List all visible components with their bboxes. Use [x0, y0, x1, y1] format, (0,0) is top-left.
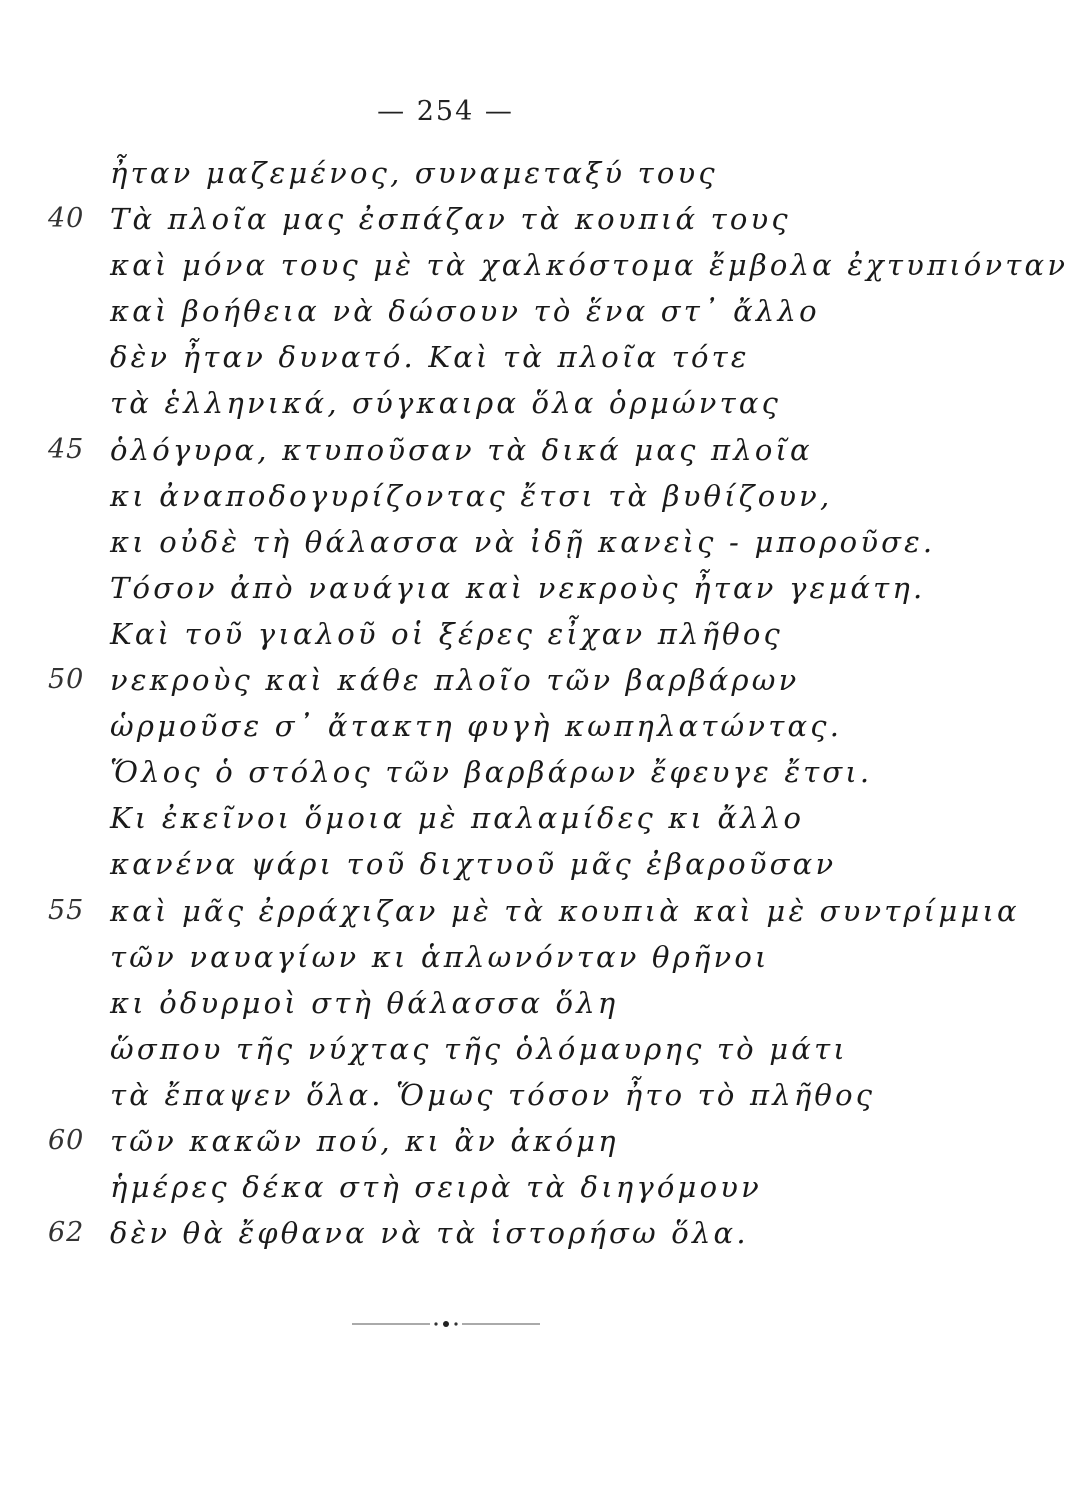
- line-number: 55: [48, 894, 85, 926]
- verse-line: [0, 888, 1020, 934]
- verse-line-text: τὰ ἑλληνικά, σύγκαιρα ὅλα ὁρμώντας: [110, 386, 782, 421]
- verse-line-text: καὶ μᾶς ἐρράχιζαν μὲ τὰ κουπιὰ καὶ μὲ συντρίμμια: [110, 893, 1020, 928]
- line-number: 45: [48, 433, 85, 465]
- verse-line: [0, 841, 891, 887]
- verse-line: [0, 1164, 891, 1210]
- verse-line-text: καὶ μόνα τους μὲ τὰ χαλκόστομα ἔμβολα ἐχτυπιόνταν: [110, 248, 1068, 283]
- verse-line-text: ἡμέρες δέκα στὴ σειρὰ τὰ διηγόμουν: [110, 1170, 762, 1205]
- verse-line: [0, 334, 891, 380]
- verse-line-text: τὰ ἔπαψεν ὅλα. Ὅμως τόσον ἦτο τὸ πλῆθος: [110, 1077, 876, 1112]
- verse-line: [0, 288, 891, 334]
- verse-line-text: ἦταν μαζεμένος, συναμεταξύ τους: [110, 156, 718, 190]
- line-number: 62: [48, 1217, 85, 1249]
- verse-line: [0, 795, 891, 841]
- verse-line: [0, 1210, 891, 1256]
- verse-line-text: νεκροὺς καὶ κάθε πλοῖο τῶν βαρβάρων: [110, 663, 800, 698]
- verse-line: [0, 242, 1068, 288]
- page-number: — 254 —: [377, 96, 514, 127]
- verse-line-text: τῶν ναυαγίων κι ἁπλωνόνταν θρῆνοι: [110, 939, 770, 974]
- verse-line: [0, 150, 891, 196]
- verse-line: [0, 565, 926, 611]
- verse-line: [0, 657, 891, 703]
- verse-line-text: κι ἀναποδογυρίζοντας ἔτσι τὰ βυθίζουν,: [110, 478, 833, 513]
- verse-line: [0, 427, 891, 473]
- verse-line: [0, 611, 891, 657]
- verse-line-text: ὁλόγυρα, κτυποῦσαν τὰ δικά μας πλοῖα: [110, 432, 813, 467]
- verse-line-text: Ὅλος ὁ στόλος τῶν βαρβάρων ἔφευγε ἔτσι.: [110, 755, 873, 790]
- verse-line: [0, 519, 936, 565]
- verse-line: [0, 703, 891, 749]
- line-number: 50: [48, 664, 85, 696]
- verse-line-text: ὥσπου τῆς νύχτας τῆς ὁλόμαυρης τὸ μάτι: [110, 1031, 848, 1066]
- line-number: 60: [48, 1124, 85, 1156]
- verse-line-text: κανένα ψάρι τοῦ διχτυοῦ μᾶς ἐβαροῦσαν: [110, 847, 837, 882]
- poem-verse: [0, 150, 1068, 1256]
- verse-line-text: Τόσον ἀπὸ ναυάγια καὶ νεκροὺς ἦταν γεμάτη.: [110, 570, 926, 605]
- verse-line: [0, 380, 891, 426]
- verse-line-text: καὶ βοήθεια νὰ δώσουν τὸ ἕνα στ᾽ ἄλλο: [110, 294, 820, 329]
- verse-line-text: κι οὐδὲ τὴ θάλασσα νὰ ἰδῇ κανεὶς - μποροῦσε.: [110, 524, 936, 559]
- verse-line: [0, 934, 891, 980]
- verse-line: [0, 980, 891, 1026]
- verse-line: [0, 473, 891, 519]
- verse-line: [0, 749, 891, 795]
- verse-line-text: δὲν θὰ ἔφθανα νὰ τὰ ἱστορήσω ὅλα.: [110, 1216, 749, 1251]
- verse-line: [0, 196, 891, 242]
- verse-line: [0, 1072, 891, 1118]
- line-number: 40: [48, 203, 85, 235]
- verse-line: [0, 1118, 891, 1164]
- verse-line: [0, 1026, 891, 1072]
- verse-line-text: Καὶ τοῦ γιαλοῦ οἱ ξέρες εἶχαν πλῆθος: [110, 616, 783, 651]
- verse-line-text: ὡρμοῦσε σ᾽ ἄτακτη φυγὴ κωπηλατώντας.: [110, 709, 843, 744]
- verse-line-text: Κι ἐκεῖνοι ὅμοια μὲ παλαμίδες κι ἄλλο: [110, 801, 805, 836]
- verse-line-text: τῶν κακῶν πού, κι ἂν ἀκόμη: [110, 1123, 619, 1158]
- verse-line-text: δὲν ἦταν δυνατό. Καὶ τὰ πλοῖα τότε: [110, 340, 750, 375]
- section-end-ornament: [352, 1318, 540, 1330]
- verse-line-text: κι ὀδυρμοὶ στὴ θάλασσα ὅλη: [110, 985, 619, 1020]
- verse-line-text: Τὰ πλοῖα μας ἐσπάζαν τὰ κουπιά τους: [110, 202, 791, 237]
